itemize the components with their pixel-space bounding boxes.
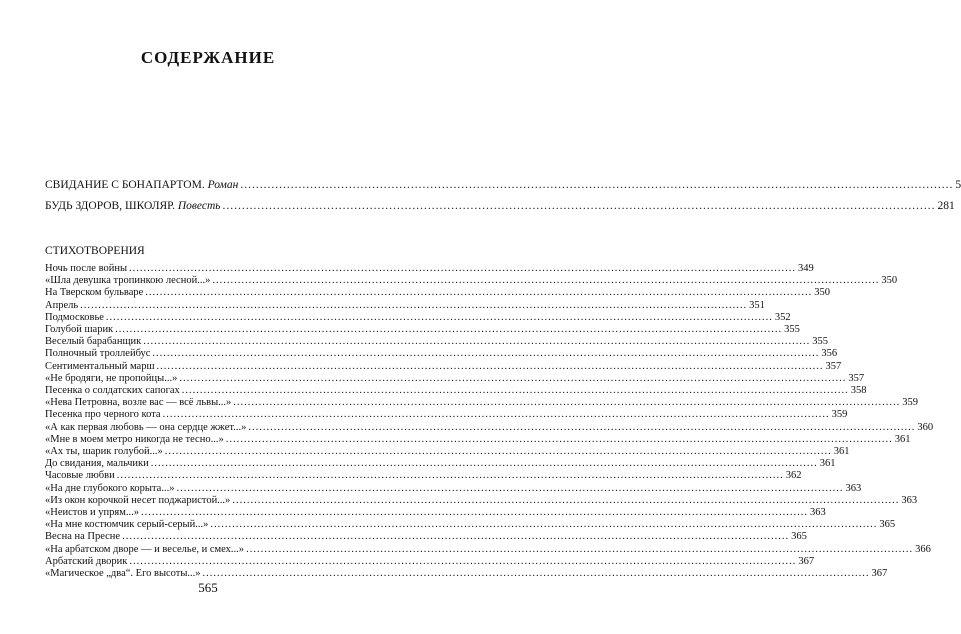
- leader-dots: [210, 519, 877, 530]
- poem-title: «На мне костюмчик серый-серый...»: [45, 519, 209, 531]
- section-heading-poems: СТИХОТВОРЕНИЯ: [45, 245, 145, 257]
- poem-page: 367: [798, 555, 815, 567]
- poem-title: «Нева Петровна, возле вас — всё львы...»: [45, 397, 232, 409]
- leader-dots: [163, 409, 830, 420]
- leader-dots: [223, 200, 936, 212]
- toc-entry-poem: [45, 397, 919, 409]
- poem-title: «Ах ты, шарик голубой...»: [45, 446, 163, 457]
- poem-title: «Магическое „два“. Его высоты...»: [45, 568, 201, 579]
- poem-page: 360: [917, 421, 934, 433]
- leader-dots: [129, 263, 796, 274]
- poem-page: 352: [774, 311, 791, 323]
- poem-page: 358: [850, 385, 867, 396]
- poem-page: 363: [810, 507, 826, 518]
- poem-title: «А как первая любовь — она сердце жжет...»: [45, 421, 247, 433]
- poem-page: 363: [901, 494, 918, 506]
- leader-dots: [129, 556, 796, 567]
- poem-page: 367: [871, 568, 888, 579]
- poem-page: 365: [791, 531, 807, 543]
- toc-entry-novella: [45, 200, 955, 212]
- leader-dots: [248, 422, 915, 433]
- toc-entry-poem: [45, 287, 831, 299]
- toc-entry-genre: Роман: [207, 179, 239, 191]
- toc-entry-poem: [45, 324, 800, 335]
- poem-title: Арбатский дворик: [45, 555, 128, 567]
- poem-title: До свидания, мальчики: [45, 458, 149, 470]
- leader-dots: [115, 324, 782, 335]
- leader-dots: [176, 483, 843, 494]
- leader-dots: [143, 336, 810, 347]
- poem-title: Апрель: [45, 299, 79, 311]
- toc-entry-poem: [45, 470, 802, 482]
- poem-page: 362: [785, 470, 802, 482]
- toc-entry-poem: [45, 543, 931, 555]
- poem-page: 361: [894, 433, 911, 445]
- poem-title: «Неистов и упрям...»: [45, 507, 140, 518]
- poem-title: Полночный троллейбус: [45, 348, 151, 360]
- poem-page: 350: [814, 287, 831, 299]
- leader-dots: [145, 287, 812, 298]
- poem-page: 356: [821, 348, 838, 360]
- leader-dots: [141, 507, 808, 518]
- leader-dots: [152, 348, 819, 359]
- poem-title: Песенка про черного кота: [45, 409, 161, 421]
- poem-page: 366: [915, 543, 931, 555]
- poem-page: 355: [812, 336, 829, 348]
- poem-title: Часовые любви: [45, 470, 115, 482]
- toc-entry-poem: [45, 507, 826, 518]
- toc-entry-genre: Повесть: [177, 200, 221, 212]
- poem-title: Песенка о солдатских сапогах: [45, 385, 180, 396]
- poem-title: На Тверском бульваре: [45, 287, 144, 299]
- leader-dots: [232, 495, 899, 506]
- leader-dots: [203, 568, 870, 579]
- toc-entry-poem: [45, 348, 838, 360]
- poem-page: 357: [825, 360, 842, 372]
- toc-entry-poem: [45, 519, 896, 531]
- leader-dots: [117, 470, 784, 481]
- toc-entry-poem: [45, 433, 911, 445]
- poem-page: 355: [784, 324, 800, 335]
- toc-entry-title: БУДЬ ЗДОРОВ, ШКОЛЯР.: [45, 200, 175, 212]
- poem-page: 359: [831, 409, 848, 421]
- poem-title: «На дне глубокого корыта...»: [45, 482, 175, 494]
- poem-page: 351: [749, 299, 765, 311]
- toc-entry-poem: [45, 482, 862, 494]
- toc-entry-poem: [45, 299, 765, 311]
- leader-dots: [246, 544, 913, 555]
- leader-dots: [80, 300, 747, 311]
- poem-title: «Мне в моем метро никогда не тесно...»: [45, 433, 224, 445]
- poem-page: 361: [833, 446, 850, 457]
- poem-title: Подмосковье: [45, 311, 104, 323]
- leader-dots: [157, 361, 824, 372]
- poem-page: 350: [881, 275, 898, 287]
- poem-title: Веселый барабанщик: [45, 336, 142, 348]
- toc-entry-poem: [45, 311, 791, 323]
- poem-page: 361: [819, 458, 836, 470]
- toc-entry-poem: [45, 421, 934, 433]
- toc-entry-novel: [45, 179, 961, 191]
- toc-entry-poem: [45, 494, 918, 506]
- toc-entry-poem: [45, 555, 815, 567]
- poem-title: «Не бродяги, не пропойцы...»: [45, 372, 178, 384]
- toc-entry-page: 5: [955, 179, 961, 191]
- leader-dots: [106, 312, 773, 323]
- page-number: 565: [198, 580, 218, 595]
- poem-title: Голубой шарик: [45, 324, 114, 335]
- leader-dots: [151, 458, 818, 469]
- poem-page: 349: [798, 263, 814, 274]
- toc-entry-poem: [45, 360, 842, 372]
- leader-dots: [122, 531, 789, 542]
- poem-page: 365: [879, 519, 896, 531]
- poem-page: 363: [845, 482, 862, 494]
- poem-title: «Из окон корочкой несет поджаристой...»: [45, 494, 231, 506]
- poem-title: «На арбатском дворе — и веселье, и смех...»: [45, 543, 245, 555]
- leader-dots: [212, 275, 879, 286]
- leader-dots: [240, 179, 953, 191]
- poem-title: «Шла девушка тропинкою лесной...»: [45, 275, 211, 287]
- toc-entry-poem: [45, 263, 814, 274]
- leader-dots: [182, 385, 849, 396]
- toc-entry-poem: [45, 385, 867, 396]
- toc-entry-poem: [45, 275, 898, 287]
- poem-page: 357: [848, 372, 865, 384]
- toc-entry-page: 281: [937, 200, 955, 212]
- poem-title: Ночь после войны: [45, 263, 128, 274]
- leader-dots: [226, 434, 893, 445]
- page-title: СОДЕРЖАНИЕ: [140, 48, 276, 67]
- poem-title: Весна на Пресне: [45, 531, 121, 543]
- toc-entry-poem: [45, 568, 888, 579]
- toc-entry-poem: [45, 446, 850, 457]
- leader-dots: [233, 397, 900, 408]
- toc-entry-title: СВИДАНИЕ С БОНАПАРТОМ.: [45, 179, 205, 191]
- leader-dots: [179, 373, 846, 384]
- toc-entry-poem: [45, 531, 807, 543]
- leader-dots: [165, 446, 832, 457]
- toc-entry-poem: [45, 372, 865, 384]
- toc-entry-poem: [45, 409, 848, 421]
- toc-entry-poem: [45, 336, 829, 348]
- poem-page: 359: [902, 397, 919, 409]
- toc-entry-poem: [45, 458, 836, 470]
- poem-title: Сентиментальный марш: [45, 360, 155, 372]
